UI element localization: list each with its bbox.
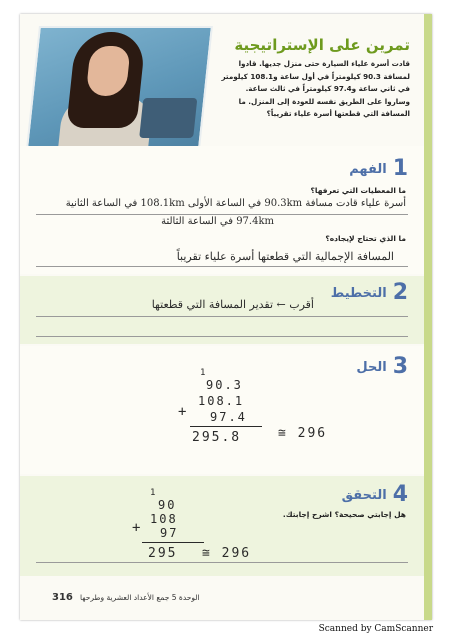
section-title: الحل [356, 359, 387, 375]
section-plan [20, 276, 424, 344]
plus-sign: + [178, 404, 189, 420]
rounded-result: ≅ 296 [278, 426, 328, 441]
side-strip [424, 14, 432, 620]
page-footer [20, 580, 432, 620]
answer-line [36, 336, 408, 337]
answer-line [36, 316, 408, 317]
section-number: 4 [392, 482, 408, 507]
exercise-title: تمرين على الإستراتيجية [234, 36, 410, 54]
student-photo [25, 26, 213, 158]
sum-result: 295.8 [192, 430, 242, 445]
rounded-result: ≅ 296 [202, 546, 252, 561]
workbook-page [20, 14, 432, 620]
section-number: 2 [392, 280, 408, 305]
answer-line [36, 266, 408, 267]
page-number: 316 [52, 592, 73, 603]
question-check: هل إجابتي صحيحة؟ اشرح إجابتك. [282, 510, 406, 519]
section-number: 1 [392, 156, 408, 181]
handwritten-answer: أقرب ← تقدير المسافة التي قطعتها [151, 298, 314, 311]
handwritten-answer: المسافة الإجمالية التي قطعتها أسرة علياء تقريباً [176, 250, 394, 263]
section-check [20, 476, 424, 576]
question-find: ما الذي تحتاج لإيجاده؟ [325, 234, 406, 243]
carry-digit: 1 [200, 368, 208, 378]
sum-line [142, 542, 204, 543]
sum-result: 295 [148, 546, 178, 561]
addend-1: 90.3 [206, 378, 243, 392]
unit-title: الوحدة 5 جمع الأعداد العشرية وطرحها [80, 593, 200, 602]
addend-3: 97 [160, 526, 179, 540]
addend-2: 108 [150, 512, 178, 526]
carry-digit: 1 [150, 488, 158, 498]
sum-line [190, 426, 262, 427]
handwritten-answer: أسرة علياء قادت مسافة 90.3km في الساعة الأولى 108.1km في الساعة الثانية [65, 198, 406, 209]
section-number: 3 [392, 354, 408, 379]
exercise-problem-text: قادت أسرة علياء السيارة حتى منزل جديها. قادوا لمسافة 90.3 كيلومتراً في أول ساعة و108.1 كيلومتر في ثاني ساعة و97.4 كيلومتراً في ثالث ساعة. وساروا على الطريق نفسه للعودة إلى المنزل. ما المسافة التي قطعتها أسرة علياء تقريباً؟ [221, 59, 410, 118]
addend-2: 108.1 [198, 394, 245, 408]
section-title: التخطيط [330, 285, 387, 301]
scanner-watermark: Scanned by CamScanner [318, 624, 433, 634]
answer-line [36, 562, 408, 563]
section-solve [20, 346, 424, 474]
handwritten-answer-continued: 97.4km في الساعة الثالثة [161, 216, 274, 227]
addend-1: 90 [158, 498, 177, 512]
plus-sign: + [132, 520, 143, 536]
section-title: الفهم [349, 161, 387, 177]
section-title: التحقق [341, 487, 387, 503]
question-givens: ما المعطيات التي تعرفها؟ [310, 186, 406, 195]
section-understand [20, 146, 424, 274]
addend-3: 97.4 [210, 410, 247, 424]
answer-line [36, 214, 408, 215]
